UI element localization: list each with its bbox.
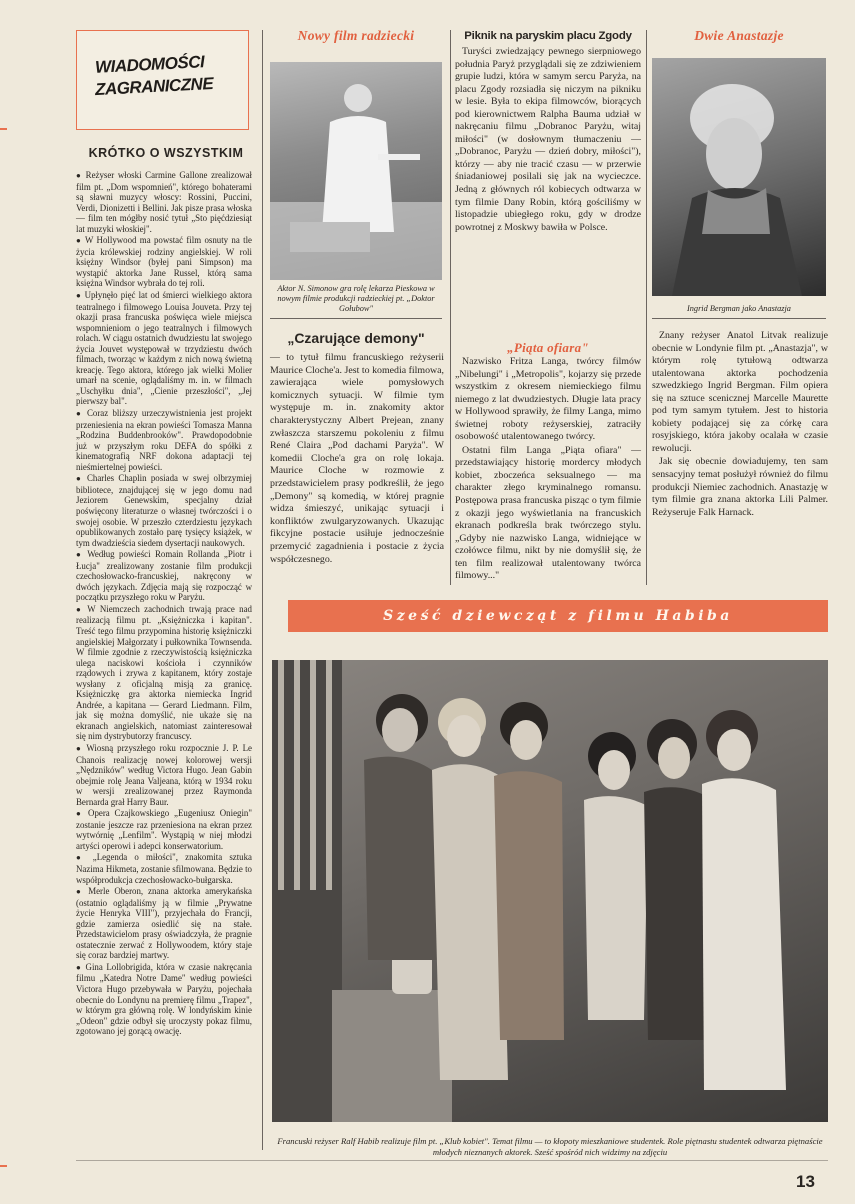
- bergman-caption: Ingrid Bergman jako Anastazja: [687, 304, 791, 313]
- habiba-banner-title: Sześć dziewcząt z filmu Habiba: [383, 608, 733, 624]
- anastazje-paragraph: Znany reżyser Anatol Litvak realizuje obecnie w Londynie film pt. „Anastazja", w którym rolę tytułową odtwarza utalentowana aktorka pochodzenia szwedzkiego Ingrid Bergman. Film opiera się na sztuce scenicznej Marcelle Maurette pod tym samym tytułem. Jest to historia kobiety podającej się za córkę cara rosyjskiego, która jakoby ocalała w czasie rewolucji.: [652, 330, 828, 454]
- bergman-photo: [652, 58, 826, 296]
- news-item: ● Wiosną przyszłego roku rozpocznie J. P. Le Chanois realizację nowej kolorowej wersji „Nędzników" według Victora Hugo. Jean Gabin obejmie rolę Jeana Valjeana, którą w 1934 roku w wersji zrealizowanej przez Raymonda Bernarda grał Harry Baur.: [76, 743, 252, 807]
- left-column-heading: KRÓTKO O WSZYSTKIM: [88, 146, 244, 160]
- news-item: ● Coraz bliższy urzeczywistnienia jest projekt przeniesienia na ekran powieści Tomasza Manna „Rodzina Buddenbrooków". Prawdopodobnie już w przyszłym roku DEFA do spółki z kinematografią NRF dokona adaptacji tej nieśmiertelnej powieści.: [76, 408, 252, 472]
- piata-paragraph: Nazwisko Fritza Langa, twórcy filmów „Nibelungi" i „Metropolis", kojarzy się przede wszystkim z okresem niemieckiego filmu niemego z lat dwudziestych. Długie lata pracy w Hollywood sprawiły, że filmy Langa, mimo świetnej roboty reżyserskiej, zatraciły osobowość utalentowanego twórcy.: [455, 356, 641, 443]
- piata-paragraph: Ostatni film Langa „Piąta ofiara" — przedstawiający historię mordercy młodych kobiet, zboczeńca seksualnego — ma charakter złego kryminalnego romansu. Postępowa prasa francuska pisząc o tym filmie z okazji jego wyświetlania na francuskich ekranach podkreśla brak twórczego stylu. „Gdyby nie nazwisko Langa, widniejące w czołówce filmu, nikt by nie domyślił się, że ten film realizował utalentowany twórca filmowy...": [455, 444, 641, 582]
- caption-rule: [270, 318, 442, 319]
- news-item: ● Gina Lollobrigida, która w czasie nakręcania filmu „Katedra Notre Dame" według powieści Victora Hugo przebywała w Paryżu, pojechała obecnie do Londynu na premierę filmu „Trapez", w którym gra główną rolę. W londyńskim kinie „Odeon" gdzie odbył się uroczysty pokaz filmu, zgotowano jej gorącą owację.: [76, 962, 252, 1037]
- bergman-portrait-illustration: [652, 58, 826, 296]
- section-title-line1: WIADOMOŚCI: [94, 52, 205, 77]
- piknik-paragraph: Turyści zwiedzający pewnego sierpniowego południa Paryż przyglądali się ze zdziwieniem grupie ludzi, która w samym sercu Paryża, na placu Zgody rozsiadła się niczym na pikniku w lesie. Była to ekipa filmowców, biorących pod kierownictwem Ralpha Bauma udział w nakręcaniu filmu „Dobranoc Paryżu, witaj miłości" (w dosłownym tłumaczeniu — „Dobranoc, Paryżu — dzień dobry, miłości"), którzy — aby nie tracić czasu — w przerwie śniadaniowej posilali się jak na wycieczce. Jedną z głównych ról kobiecych odtwarza w tym filmie Dany Robin, którą gościliśmy w listopadzie ubiegłego roku, gdy w drodze powrotnej z Moskwy bawiła w Polsce.: [455, 46, 641, 233]
- news-item: ● W Hollywood ma powstać film osnuty na tle życia królewskiej rodziny angielskiej. W roli księżny Windsor (byłej pani Simpson) ma wystąpić aktorka Jane Russel, którą sama księżna Windsor wybrała do tej roli.: [76, 235, 252, 289]
- anastazje-paragraph: Jak się obecnie dowiadujemy, ten sam sensacyjny temat posłużył również do filmu produkcji Niemiec zachodnich. Anastazję w tym filmie gra znana aktorka Lili Palmer. Reżyseruje Falk Harnack.: [652, 456, 828, 518]
- section-header-box: [76, 30, 249, 130]
- news-item: ● Merle Oberon, znana aktorka amerykańska (ostatnio oglądaliśmy ją w filmie „Prywatne życie Henryka VIII"), przyjechała do Francji, gdzie zamierza osiedlić się na stałe. Przedstawicielom prasy oświadczyła, że pragnie ostatecznie zerwać z Hollywoodem, który staje się coraz bardziej martwy.: [76, 886, 252, 961]
- piata-heading: „Piąta ofiara": [507, 340, 589, 355]
- left-news-column: [76, 170, 252, 1038]
- column-divider: [262, 30, 263, 1150]
- soviet-film-photo: [270, 62, 442, 280]
- margin-tick: [0, 1165, 7, 1167]
- column-divider: [450, 30, 451, 585]
- news-item: ● „Legenda o miłości", znakomita sztuka Nazima Hikmeta, zostanie sfilmowana. Będzie to współprodukcja czechosłowacko-bułgarska.: [76, 852, 252, 885]
- anastazje-heading: Dwie Anastazje: [694, 28, 784, 43]
- news-item: ● Charles Chaplin posiada w swej olbrzymiej bibliotece, znajdującej się w jego domu nad Jeziorem Genewskim, specjalny dział poświęcony literaturze o własnej twórczości i o swojej osobie. W przeszło czterdziestu językach opublikowanych zostało parę tysięcy książek, w tym dwadzieścia siedem dysertacji naukowych.: [76, 473, 252, 548]
- piknik-article: [455, 46, 641, 235]
- footer-rule: [76, 1160, 828, 1161]
- habiba-photo: [272, 660, 828, 1122]
- soviet-film-caption: Aktor N. Simonow gra rolę lekarza Pieskowa w nowym filmie produkcji radzieckiej pt. „Doktor Gołubow": [277, 284, 435, 313]
- news-item: ● Upłynęło pięć lat od śmierci wielkiego aktora teatralnego i filmowego Louisa Jouveta. Przy tej okazji prasa francuska poświęca wiele miejsca wspomnieniom o jego teatralnych i filmowych rolach. W ciągu ostatnich dwudziestu lat swojego życia Jouvet występował w trzydziestu dwóch filmach, tworząc w każdym z nich nową świetną kreację. Tego aktora, którego jak wielki Molier umarł na scenie, oglądaliśmy m. in. w filmach „Uschyłku dnia", „Cienie przeszłości", „Jej pierwszy bal".: [76, 290, 252, 407]
- habiba-caption: Francuski reżyser Ralf Habib realizuje film pt. „Klub kobiet". Temat filmu — to kłopoty mieszkaniowe studentek. Role piętnastu studentek odtwarza piętnaście młodych nieznanych aktorek. Sześć spośród nich widzimy na zdjęciu: [277, 1136, 823, 1157]
- doctor-figure-illustration: [270, 62, 442, 280]
- section-title-line2: ZAGRANICZNE: [94, 73, 214, 100]
- czarujace-heading: „Czarujące demony": [287, 330, 425, 346]
- six-girls-illustration: [272, 660, 828, 1122]
- news-item: ● Opera Czajkowskiego „Eugeniusz Oniegin" zostanie jeszcze raz przeniesiona na ekran przez wytwórnię „Lenfilm". Wystąpią w niej młodzi artyści operowi i adepci konserwatorium.: [76, 808, 252, 851]
- news-item: ● Według powieści Romain Rollanda „Piotr i Łucja" zrealizowany zostanie film produkcji czechosłowacko-francuskiej, nakręcony w dwóch językach. Zdjęcia mają się rozpocząć w początku przyszłego roku w Paryżu.: [76, 549, 252, 603]
- czarujace-article: [270, 352, 444, 567]
- column-divider: [646, 30, 647, 585]
- soviet-film-heading: Nowy film radziecki: [297, 28, 415, 43]
- piata-article: [455, 356, 641, 584]
- piknik-heading: Piknik na paryskim placu Zgody: [464, 30, 632, 42]
- czarujace-paragraph: — to tytuł filmu francuskiego reżyserii Maurice Cloche'a. Jest to komedia filmowa, zawierająca wiele pomysłowych komicznych sytuacji. W filmie tym występuje m. in. znakomity aktor charakterystyczny Albert Prejean, znany zwłaszcza starszemu pokoleniu z filmu René Claira „Pod dachami Paryża". W komedii Cloche'a gra on rolę lokaja. Maurice Cloche w rozmowie z przedstawicielem prasy podkreślił, że jego „Demony" są komedią, w której pragnie widza śmieszyć, unikając sytuacji i konfliktów zwulgaryzowanych. Ukazując fikcyjne postacie usiłuje jednocześnie przemycić zagadnienia i postacie z życia współczesnego.: [270, 352, 444, 565]
- caption-rule: [652, 318, 826, 319]
- anastazje-article: [652, 330, 828, 520]
- habiba-banner: [288, 600, 828, 632]
- news-item: ● Reżyser włoski Carmine Gallone zrealizował film pt. „Dom wspomnień", którego bohaterami są sławni muzycy włoscy: Rossini, Puccini, Verdi, Dionizetti i Bellini. Jak pisze prasa włoska — film ten mógłby nosić tytuł „Sto pięćdziesiąt lat muzyki włoskiej".: [76, 170, 252, 234]
- news-item: ● W Niemczech zachodnich trwają prace nad realizacją filmu pt. „Księżniczka i kapitan". Treść tego filmu przypomina historię księżniczki angielskiej Małgorzaty i pułkownika Townsenda. W filmie zgodnie z rzeczywistością księżniczka ulega naciskowi kościoła i czynników rządowych i zrywa z kapitanem, który zostaje wysłany z oficjalną misją za granicę. Księżniczkę gra aktorka niemiecka Ingrid Andrée, a kapitana — Gerard Liedmann. Film, jak się można domyślić, nie ukaże się na ekranach angielskich, natomiast zainteresował się nim dystrybutorzy francuscy.: [76, 604, 252, 742]
- page-number: 13: [796, 1172, 815, 1191]
- margin-tick: [0, 128, 7, 130]
